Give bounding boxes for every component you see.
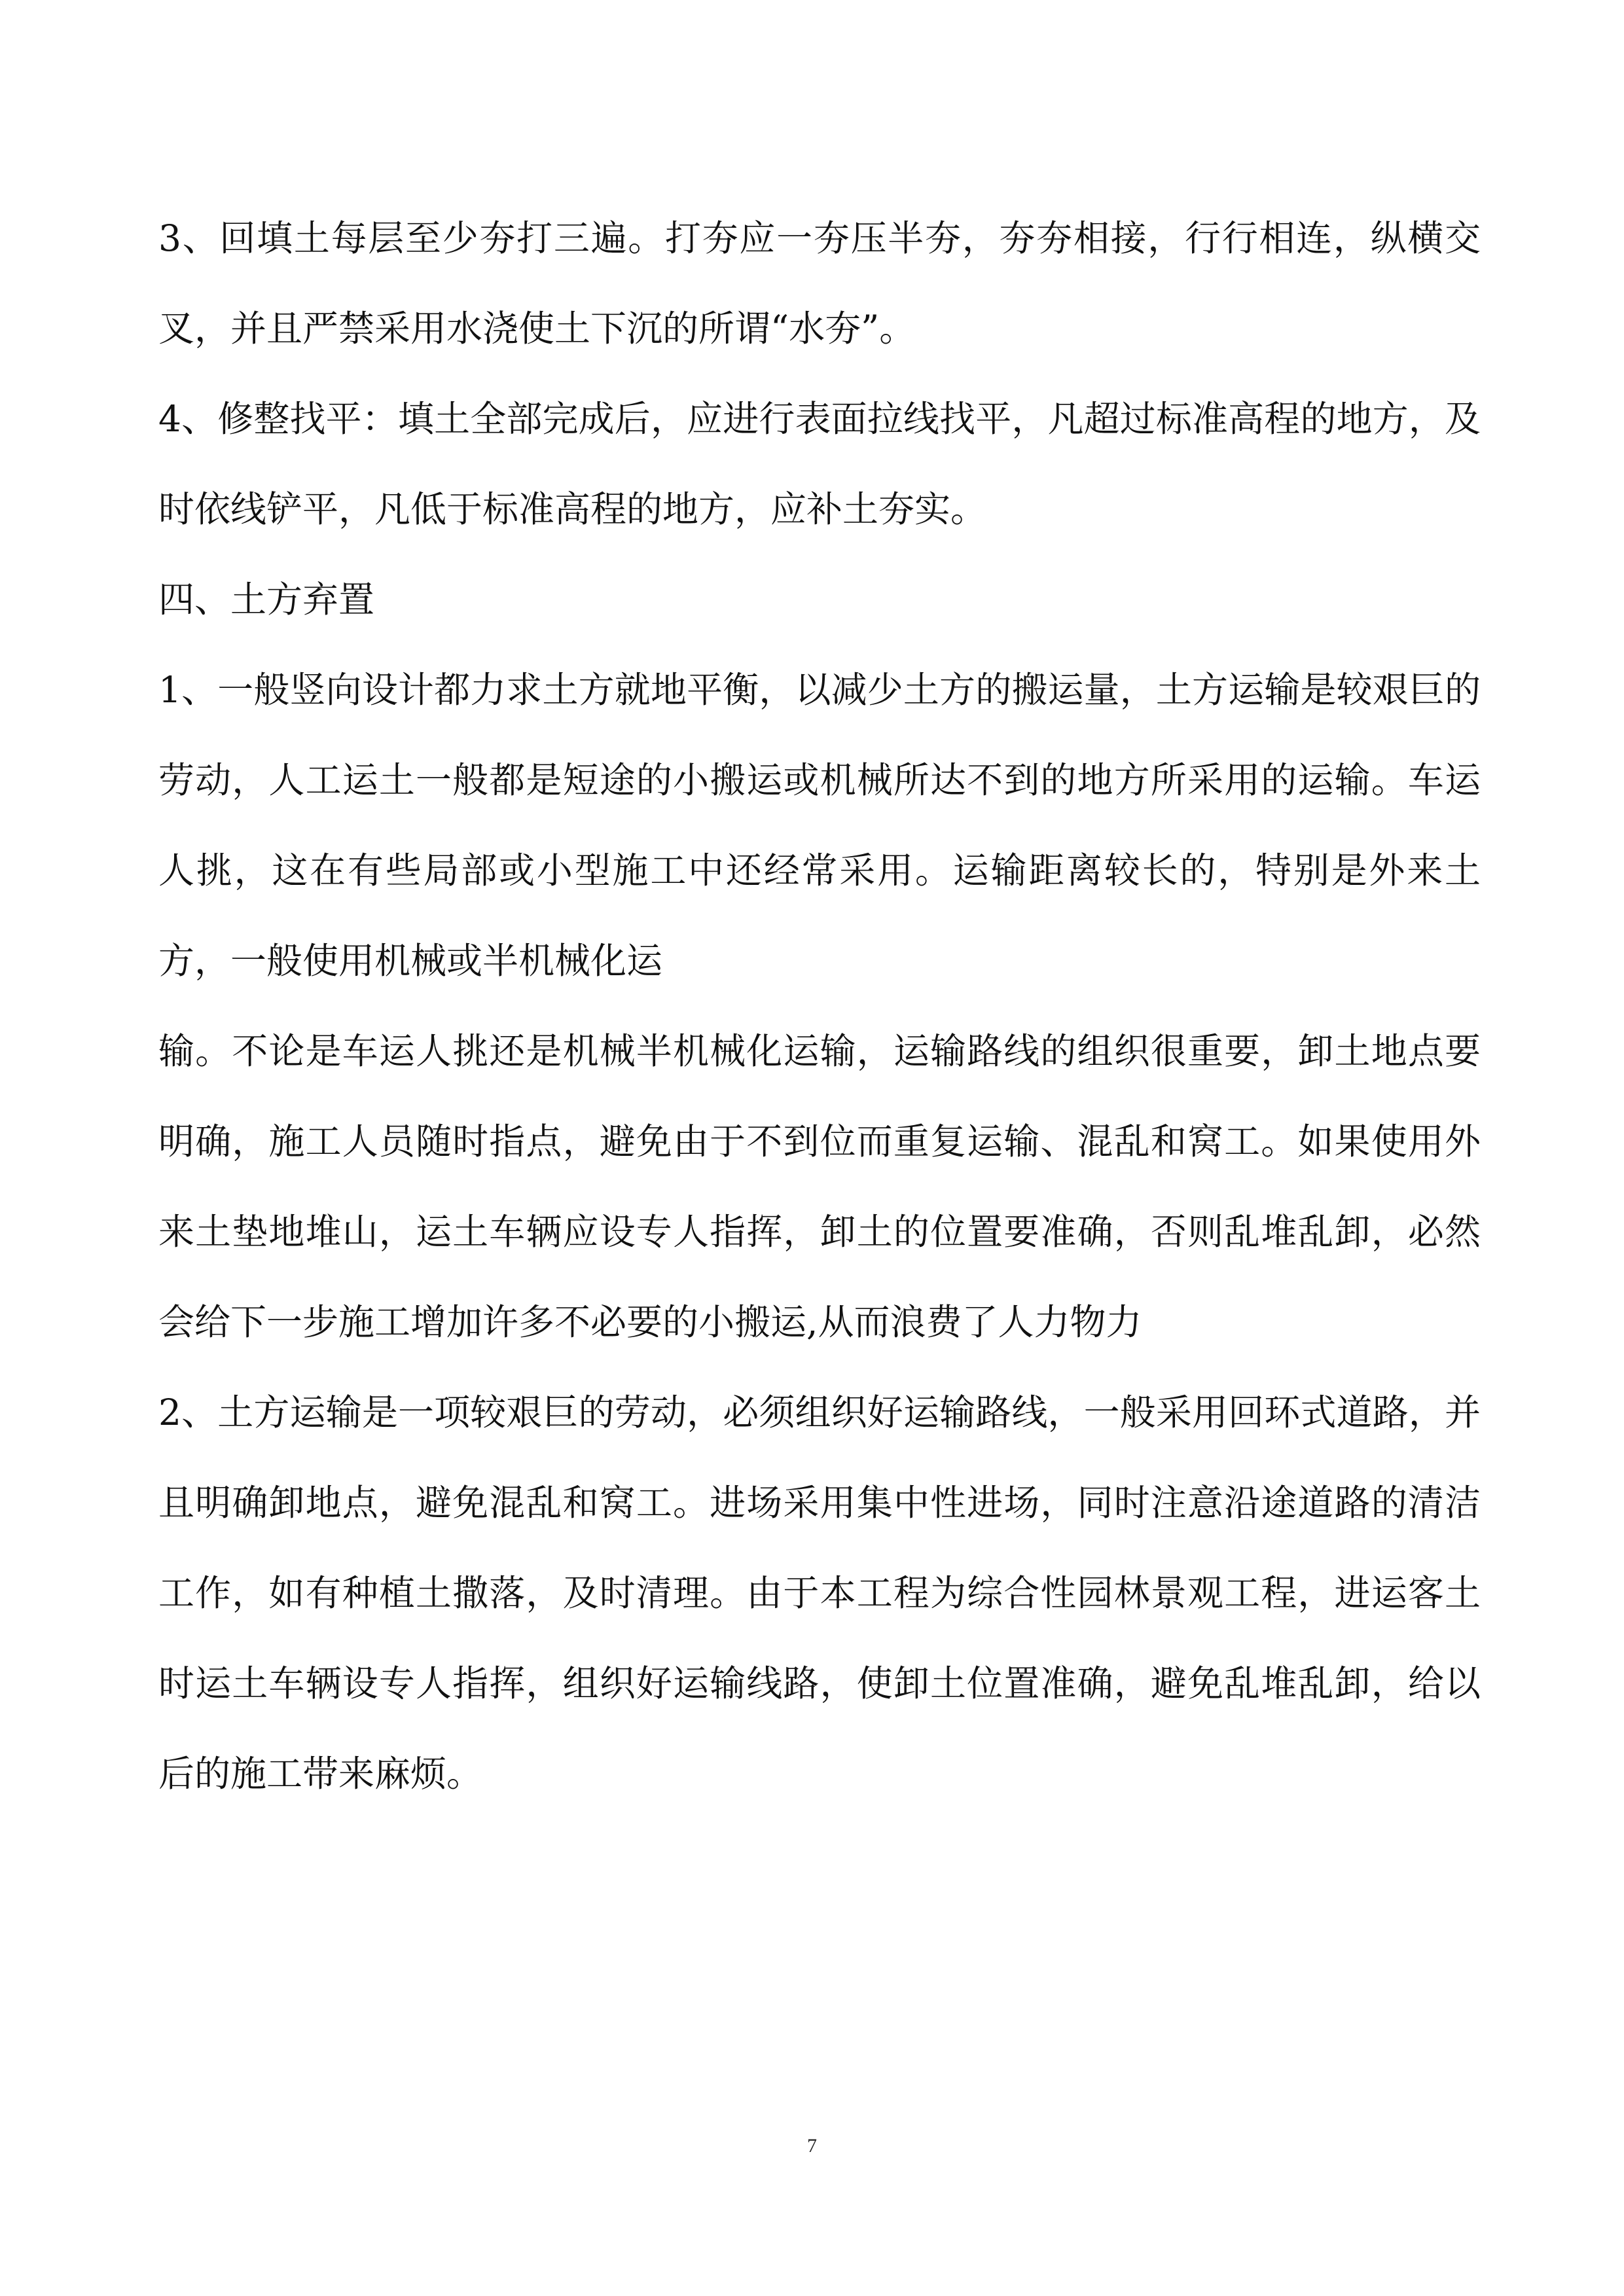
paragraph-leveling: 4、修整找平：填土全部完成后，应进行表面拉线找平，凡超过标准高程的地方，及时依线铲平，凡低于标准高程的地方，应补土夯实。 [158,398,1481,530]
paragraph-backfill-tamping: 3、回填土每层至少夯打三遍。打夯应一夯压半夯，夯夯相接，行行相连，纵横交叉，并且严禁采用水浇使土下沉的所谓“水夯”。 [158,217,1481,350]
page-number: 7 [807,2135,817,2157]
section-heading-earth-disposal: 四、土方弃置 [158,579,375,620]
body-text [158,193,1481,1819]
paragraph-earth-transport-1-cont: 输。不论是车运人挑还是机械半机械化运输，运输路线的组织很重要，卸土地点要明确，施工人员随时指点，避免由于不到位而重复运输、混乱和窝工。如果使用外来土垫地堆山，运土车辆应设专人指挥，卸土的位置要准确，否则乱堆乱卸，必然会给下一步施工增加许多不必要的小搬运,从而浪费了人力物力 [158,1030,1481,1343]
paragraph-earth-transport-2: 2、土方运输是一项较艰巨的劳动，必须组织好运输路线，一般采用回环式道路，并且明确卸地点，避免混乱和窝工。进场采用集中性进场，同时注意沿途道路的清洁工作，如有种植土撒落，及时清理。由于本工程为综合性园林景观工程，进运客土时运土车辆设专人指挥，组织好运输线路，使卸土位置准确，避免乱堆乱卸，给以后的施工带来麻烦。 [158,1391,1481,1795]
paragraph-earth-transport-1: 1、一般竖向设计都力求土方就地平衡，以减少土方的搬运量，土方运输是较艰巨的劳动，人工运土一般都是短途的小搬运或机械所达不到的地方所采用的运输。车运人挑，这在有些局部或小型施工中还经常采用。运输距离较长的，特别是外来土方，一般使用机械或半机械化运 [158,669,1481,982]
